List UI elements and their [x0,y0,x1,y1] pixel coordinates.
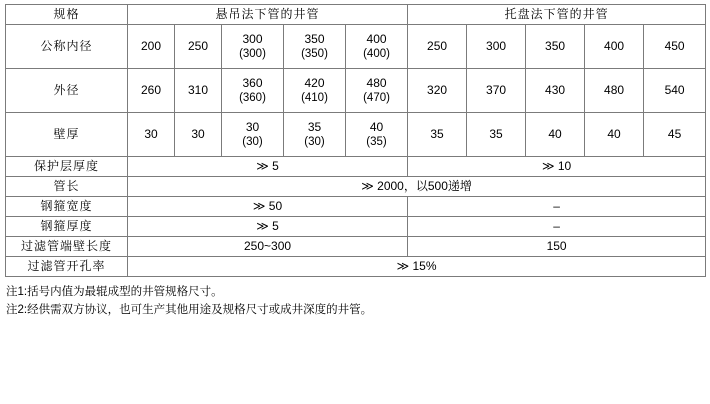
cell-main: 260 [140,83,162,97]
row-label-steel-hoop-width: 钢箍宽度 [6,197,128,217]
cell-value: ≫ 10 [408,157,706,177]
table-header-row [6,5,706,25]
cell-value [175,113,222,157]
row-label-wall-thickness: 壁厚 [6,113,128,157]
cell-main: 250 [187,39,209,53]
row-label-nominal-inner-diameter: 公称内径 [6,25,128,69]
table-notes [6,284,704,320]
table-row [6,69,706,113]
cell-main: 200 [140,39,162,53]
cell-value [222,113,284,157]
note-1: 注1:括号内值为最辊成型的井管规格尺寸。 [6,286,223,298]
cell-value: 450 [644,25,706,69]
row-label-protective-layer-thickness: 保护层厚度 [6,157,128,177]
cell-main: 480 [366,75,387,90]
cell-value [346,69,408,113]
cell-value [128,69,175,113]
cell-value: 40 [526,113,585,157]
table-row [6,177,706,197]
cell-value [346,113,408,157]
cell-value: ≫ 2000，以500递增 [128,177,706,197]
row-label-filter-pipe-end-wall-length: 过滤管端壁长度 [6,237,128,257]
note-2: 注2:经供需双方协议，也可生产其他用途及规格尺寸或成井深度的井管。 [6,303,373,316]
cell-value: – [408,197,706,217]
cell-paren: (400) [363,47,390,60]
well-pipe-spec-table [5,4,706,277]
cell-value: ≫ 15% [128,257,706,277]
cell-main: 420 [304,75,325,90]
cell-main: 400 [366,31,387,46]
cell-value: ≫ 5 [128,217,408,237]
cell-value: 300 [467,25,526,69]
cell-value [175,25,222,69]
cell-value [346,25,408,69]
cell-value [284,69,346,113]
cell-value: 250 [408,25,467,69]
row-label-filter-pipe-open-ratio: 过滤管开孔率 [6,257,128,277]
cell-paren: (35) [366,135,387,148]
cell-value: 35 [467,113,526,157]
cell-value [222,69,284,113]
cell-value: 320 [408,69,467,113]
header-group-suspension: 悬吊法下管的井管 [128,5,408,25]
cell-value [284,25,346,69]
cell-paren: (410) [301,91,328,104]
table-row [6,113,706,157]
row-label-steel-hoop-thickness: 钢箍厚度 [6,217,128,237]
cell-main: 30 [245,119,260,134]
cell-paren: (30) [242,135,263,148]
table-row [6,197,706,217]
cell-main: 35 [307,119,322,134]
cell-value [284,113,346,157]
table-row [6,25,706,69]
cell-value: ≫ 50 [128,197,408,217]
cell-value: 150 [408,237,706,257]
cell-value: – [408,217,706,237]
cell-value: 540 [644,69,706,113]
header-group-tray: 托盘法下管的井管 [408,5,706,25]
cell-value: 250~300 [128,237,408,257]
table-row [6,157,706,177]
cell-main: 350 [304,31,325,46]
cell-paren: (300) [239,47,266,60]
table-row [6,217,706,237]
cell-value: 350 [526,25,585,69]
cell-value [128,113,175,157]
cell-value [128,25,175,69]
cell-value: 40 [585,113,644,157]
cell-value: 370 [467,69,526,113]
cell-value: 430 [526,69,585,113]
cell-value: ≫ 5 [128,157,408,177]
cell-value: 400 [585,25,644,69]
cell-main: 360 [242,75,263,90]
table-row [6,237,706,257]
cell-value: 480 [585,69,644,113]
cell-main: 30 [191,127,205,141]
cell-value [175,69,222,113]
header-spec: 规格 [6,5,128,25]
row-label-outer-diameter: 外径 [6,69,128,113]
cell-value: 35 [408,113,467,157]
cell-value: 45 [644,113,706,157]
table-row [6,257,706,277]
cell-main: 300 [242,31,263,46]
cell-main: 310 [187,83,209,97]
cell-paren: (350) [301,47,328,60]
cell-main: 40 [369,119,384,134]
cell-paren: (360) [239,91,266,104]
cell-main: 30 [144,127,158,141]
cell-paren: (30) [304,135,325,148]
spec-sheet [0,4,710,404]
row-label-pipe-length: 管长 [6,177,128,197]
cell-value [222,25,284,69]
cell-paren: (470) [363,91,390,104]
